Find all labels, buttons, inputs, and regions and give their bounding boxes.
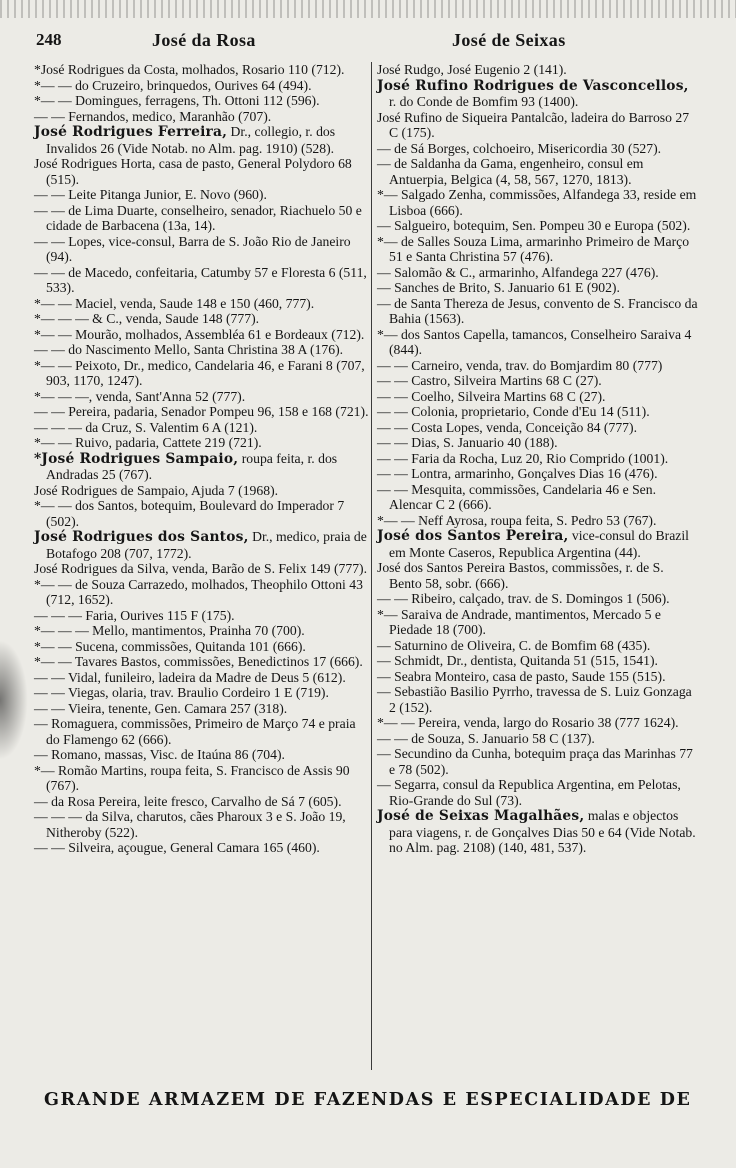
directory-entry	[34, 265, 370, 296]
directory-entry	[34, 342, 370, 358]
directory-entry	[377, 653, 699, 669]
entry-heading: José de Seixas Magalhães,	[377, 808, 585, 824]
directory-entry	[34, 203, 370, 234]
directory-entry	[377, 265, 699, 281]
entry-text: — — Lontra, armarinho, Gonçalves Dias 16 (476).	[377, 466, 658, 481]
entry-text: *— — Mourão, molhados, Assembléa 61 e Bordeaux (712).	[34, 326, 365, 342]
entry-text: Dr., collegio, r. dos Invalidos 26 (Vide Notab. no Alm. pag. 1910) (528).	[46, 124, 336, 156]
directory-entry	[34, 654, 370, 670]
entry-text: malas e objectos para viagens, r. de Gonçalves Dias 50 e 64 (Vide Notab. no Alm. pag. 2108) (140, 481, 537).	[389, 808, 696, 855]
directory-entry	[377, 389, 699, 405]
entry-text: — — — da Cruz, S. Valentim 6 A (121).	[34, 419, 258, 435]
directory-entry	[34, 93, 370, 109]
directory-entry	[377, 746, 699, 777]
directory-entry	[377, 78, 699, 110]
directory-entry	[377, 373, 699, 389]
directory-entry	[34, 435, 370, 451]
directory-entry	[34, 747, 370, 763]
directory-entry	[34, 78, 370, 94]
entry-text: — — Leite Pitanga Junior, E. Novo (960).	[34, 187, 267, 202]
entry-text: — Romaguera, commissões, Primeiro de Março 74 e praia do Flamengo 62 (666).	[34, 716, 356, 747]
entry-text: — — de Macedo, confeitaria, Catumby 57 e Floresta 6 (511, 533).	[34, 264, 367, 295]
directory-entry	[377, 731, 699, 747]
directory-entry	[34, 451, 370, 483]
directory-entry	[377, 591, 699, 607]
directory-entry	[377, 638, 699, 654]
entry-text: — — Vidal, funileiro, ladeira da Madre de Deus 5 (612).	[34, 669, 346, 685]
page-top-edge-speckle	[0, 0, 736, 18]
entry-text: *— — dos Santos, botequim, Boulevard do Imperador 7 (502).	[34, 498, 345, 529]
binding-shadow	[0, 640, 28, 760]
entry-text: *— — — Mello, mantimentos, Prainha 70 (700).	[34, 623, 305, 638]
directory-entry	[34, 124, 370, 156]
entry-text: — Saturnino de Oliveira, C. de Bomfim 68 (435).	[377, 637, 651, 653]
directory-entry	[377, 110, 699, 141]
running-head-left: José da Rosa	[152, 30, 256, 50]
directory-entry	[34, 109, 370, 125]
directory-entry	[34, 420, 370, 436]
directory-entry	[34, 498, 370, 529]
entry-text: *— Saraiva de Andrade, mantimentos, Mercado 5 e Piedade 18 (700).	[377, 606, 661, 637]
entry-text: Dr., medico, praia de Botafogo 208 (707, 1772).	[46, 529, 367, 561]
entry-text: — — Ribeiro, calçado, trav. de S. Domingos 1 (506).	[377, 591, 670, 606]
entry-text: *— — Tavares Bastos, commissões, Benedictinos 17 (666).	[34, 654, 363, 669]
directory-entry	[377, 435, 699, 451]
entry-heading: José dos Santos Pereira,	[377, 528, 569, 544]
directory-entry	[377, 280, 699, 296]
entry-text: *— — —, venda, Sant'Anna 52 (777).	[34, 388, 246, 404]
entry-text: José Rufino de Siqueira Pantalcão, ladeira do Barroso 27 C (175).	[377, 109, 690, 140]
entry-text: *— de Salles Souza Lima, armarinho Primeiro de Março 51 e Santa Christina 57 (476).	[377, 233, 690, 264]
entry-text: — — Costa Lopes, venda, Conceição 84 (777).	[377, 419, 638, 435]
directory-entry	[34, 156, 370, 187]
entry-text: — — — Faria, Ourives 115 F (175).	[34, 607, 235, 623]
entry-text: *— — Ruivo, padaria, Cattete 219 (721).	[34, 435, 262, 450]
directory-entry	[34, 685, 370, 701]
entry-text: — — Castro, Silveira Martins 68 C (27).	[377, 373, 602, 388]
entry-text: — Salomão & C., armarinho, Alfandega 227 (476).	[377, 264, 659, 280]
entry-text: *— — — & C., venda, Saude 148 (777).	[34, 311, 260, 326]
entry-text: *— dos Santos Capella, tamancos, Conselheiro Saraiva 4 (844).	[377, 326, 692, 357]
directory-entry	[34, 483, 370, 499]
directory-entry	[34, 62, 370, 78]
directory-entry	[377, 187, 699, 218]
directory-entry	[34, 840, 370, 856]
entry-text: — Schmidt, Dr., dentista, Quitanda 51 (515, 1541).	[377, 653, 658, 668]
entry-text: — — Faria da Rocha, Luz 20, Rio Comprido (1001).	[377, 450, 669, 466]
directory-entry	[377, 156, 699, 187]
entry-text: José Rodrigues Horta, casa de pasto, General Polydoro 68 (515).	[34, 156, 352, 187]
directory-entry	[34, 187, 370, 203]
entry-text: — — de Souza, S. Januario 58 C (137).	[377, 730, 595, 746]
column-divider	[371, 62, 372, 1070]
entry-text: *— — Sucena, commissões, Quitanda 101 (666).	[34, 638, 306, 654]
directory-entry	[34, 701, 370, 717]
directory-entry	[34, 577, 370, 608]
directory-entry	[377, 715, 699, 731]
directory-entry	[377, 607, 699, 638]
entry-text: — Romano, massas, Visc. de Itaúna 86 (704).	[34, 747, 285, 762]
entry-text: *— — de Souza Carrazedo, molhados, Theophilo Ottoni 43 (712, 1652).	[34, 576, 363, 607]
entry-text: — — Viegas, olaria, trav. Braulio Cordeiro 1 E (719).	[34, 685, 329, 700]
directory-entry	[377, 420, 699, 436]
directory-entry	[377, 669, 699, 685]
entry-text: — Sanches de Brito, S. Januario 61 E (902).	[377, 280, 620, 295]
directory-entry	[34, 561, 370, 577]
directory-entry	[377, 62, 699, 78]
entry-text: *— Salgado Zenha, commissões, Alfandega 33, reside em Lisboa (666).	[377, 187, 697, 218]
page-number: 248	[36, 30, 62, 49]
entry-heading: *José Rodrigues Sampaio,	[34, 450, 239, 467]
directory-entry	[34, 529, 370, 561]
entry-text: *— — Maciel, venda, Saude 148 e 150 (460, 777).	[34, 295, 315, 311]
page-footer-advert: GRANDE ARMAZEM DE FAZENDAS E ESPECIALIDADE DE	[44, 1090, 692, 1110]
entry-heading: José Rodrigues dos Santos,	[34, 529, 249, 545]
directory-entry	[377, 808, 699, 856]
entry-text: — — Vieira, tenente, Gen. Camara 257 (318).	[34, 700, 288, 716]
entry-text: — Secundino da Cunha, botequim praça das Marinhas 77 e 78 (502).	[377, 746, 693, 777]
left-column	[34, 62, 370, 856]
directory-entry	[34, 639, 370, 655]
entry-text: — Sebastião Basilio Pyrrho, travessa de S. Luiz Gonzaga 2 (152).	[377, 684, 692, 715]
directory-entry	[34, 809, 370, 840]
directory-entry	[34, 623, 370, 639]
directory-entry	[377, 513, 699, 529]
page-header	[36, 30, 700, 54]
entry-text: — — Dias, S. Januario 40 (188).	[377, 435, 558, 450]
entry-text: — — Silveira, açougue, General Camara 165 (460).	[34, 840, 320, 855]
directory-entry	[34, 311, 370, 327]
directory-entry	[34, 404, 370, 420]
entry-text: *— — Peixoto, Dr., medico, Candelaria 46, e Farani 8 (707, 903, 1170, 1247).	[34, 357, 365, 388]
entry-text: — — Carneiro, venda, trav. do Bomjardim 80 (777)	[377, 357, 663, 373]
running-head-right: José de Seixas	[452, 30, 566, 50]
directory-entry	[377, 482, 699, 513]
directory-entry	[377, 560, 699, 591]
entry-text: — da Rosa Pereira, leite fresco, Carvalho de Sá 7 (605).	[34, 793, 342, 809]
entry-text: — — Pereira, padaria, Senador Pompeu 96, 158 e 168 (721).	[34, 404, 369, 419]
entry-text: — de Saldanha da Gama, engenheiro, consul em Antuerpia, Belgica (4, 58, 567, 1270, 1813).	[377, 156, 644, 187]
entry-text: — — — da Silva, charutos, cães Pharoux 3 e S. João 19, Nitheroby (522).	[34, 809, 346, 840]
entry-heading: José Rufino Rodrigues de Vasconcellos,	[377, 77, 689, 94]
entry-text: *José Rodrigues da Costa, molhados, Rosario 110 (712).	[34, 62, 345, 77]
entry-text: José Rodrigues de Sampaio, Ajuda 7 (1968).	[34, 482, 279, 498]
entry-text: — — Coelho, Silveira Martins 68 C (27).	[377, 388, 606, 404]
right-column	[377, 62, 699, 856]
entry-text: José dos Santos Pereira Bastos, commissões, r. de S. Bento 58, sobr. (666).	[377, 560, 664, 591]
entry-text: roupa feita, r. dos Andradas 25 (767).	[46, 450, 338, 482]
directory-entry	[377, 358, 699, 374]
directory-entry	[377, 451, 699, 467]
entry-text: *— — Domingues, ferragens, Th. Ottoni 112 (596).	[34, 93, 320, 108]
entry-text: — Segarra, consul da Republica Argentina, em Pelotas, Rio-Grande do Sul (73).	[377, 777, 681, 808]
directory-entry	[34, 389, 370, 405]
directory-entry	[377, 404, 699, 420]
entry-text: — — Lopes, vice-consul, Barra de S. João Rio de Janeiro (94).	[34, 233, 351, 264]
directory-entry	[34, 763, 370, 794]
directory-entry	[377, 327, 699, 358]
directory-entry	[34, 716, 370, 747]
directory-entry	[377, 141, 699, 157]
entry-text: — de Santa Thereza de Jesus, convento de S. Francisco da Bahia (1563).	[377, 295, 698, 326]
directory-entry	[377, 296, 699, 327]
entry-text: José Rodrigues da Silva, venda, Barão de S. Felix 149 (777).	[34, 561, 368, 576]
directory-entry	[377, 234, 699, 265]
directory-entry	[377, 218, 699, 234]
directory-entry	[34, 327, 370, 343]
entry-text: — de Sá Borges, colchoeiro, Misericordia 30 (527).	[377, 140, 662, 156]
directory-entry	[377, 466, 699, 482]
directory-entry	[377, 684, 699, 715]
entry-text: *— Romão Martins, roupa feita, S. Francisco de Assis 90 (767).	[34, 762, 350, 793]
directory-entry	[377, 777, 699, 808]
entry-text: — — Colonia, proprietario, Conde d'Eu 14 (511).	[377, 404, 650, 419]
entry-text: *— — Pereira, venda, largo do Rosario 38 (777 1624).	[377, 715, 679, 730]
entry-text: r. do Conde de Bomfim 93 (1400).	[389, 94, 579, 109]
directory-entry	[34, 234, 370, 265]
entry-text: — Salgueiro, botequim, Sen. Pompeu 30 e Europa (502).	[377, 218, 691, 233]
directory-entry	[34, 608, 370, 624]
entry-text: *— — Neff Ayrosa, roupa feita, S. Pedro 53 (767).	[377, 512, 657, 528]
directory-entry	[377, 528, 699, 560]
entry-text: *— — do Cruzeiro, brinquedos, Ourives 64 (494).	[34, 77, 312, 93]
directory-entry	[34, 670, 370, 686]
entry-text: vice-consul do Brazil em Monte Caseros, Republica Argentina (44).	[389, 528, 689, 560]
entry-text: José Rudgo, José Eugenio 2 (141).	[377, 62, 567, 77]
directory-entry	[34, 358, 370, 389]
entry-text: — Seabra Monteiro, casa de pasto, Saude 155 (515).	[377, 668, 666, 684]
entry-text: — — do Nascimento Mello, Santa Christina 38 A (176).	[34, 342, 344, 357]
entry-heading: José Rodrigues Ferreira,	[34, 124, 228, 140]
directory-entry	[34, 794, 370, 810]
directory-entry	[34, 296, 370, 312]
entry-text: — — Fernandos, medico, Maranhão (707).	[34, 108, 272, 124]
entry-text: — — Mesquita, commissões, Candelaria 46 e Sen. Alencar C 2 (666).	[377, 481, 657, 512]
entry-text: — — de Lima Duarte, conselheiro, senador, Riachuelo 50 e cidade de Barbacena (13a, 14).	[34, 202, 362, 233]
